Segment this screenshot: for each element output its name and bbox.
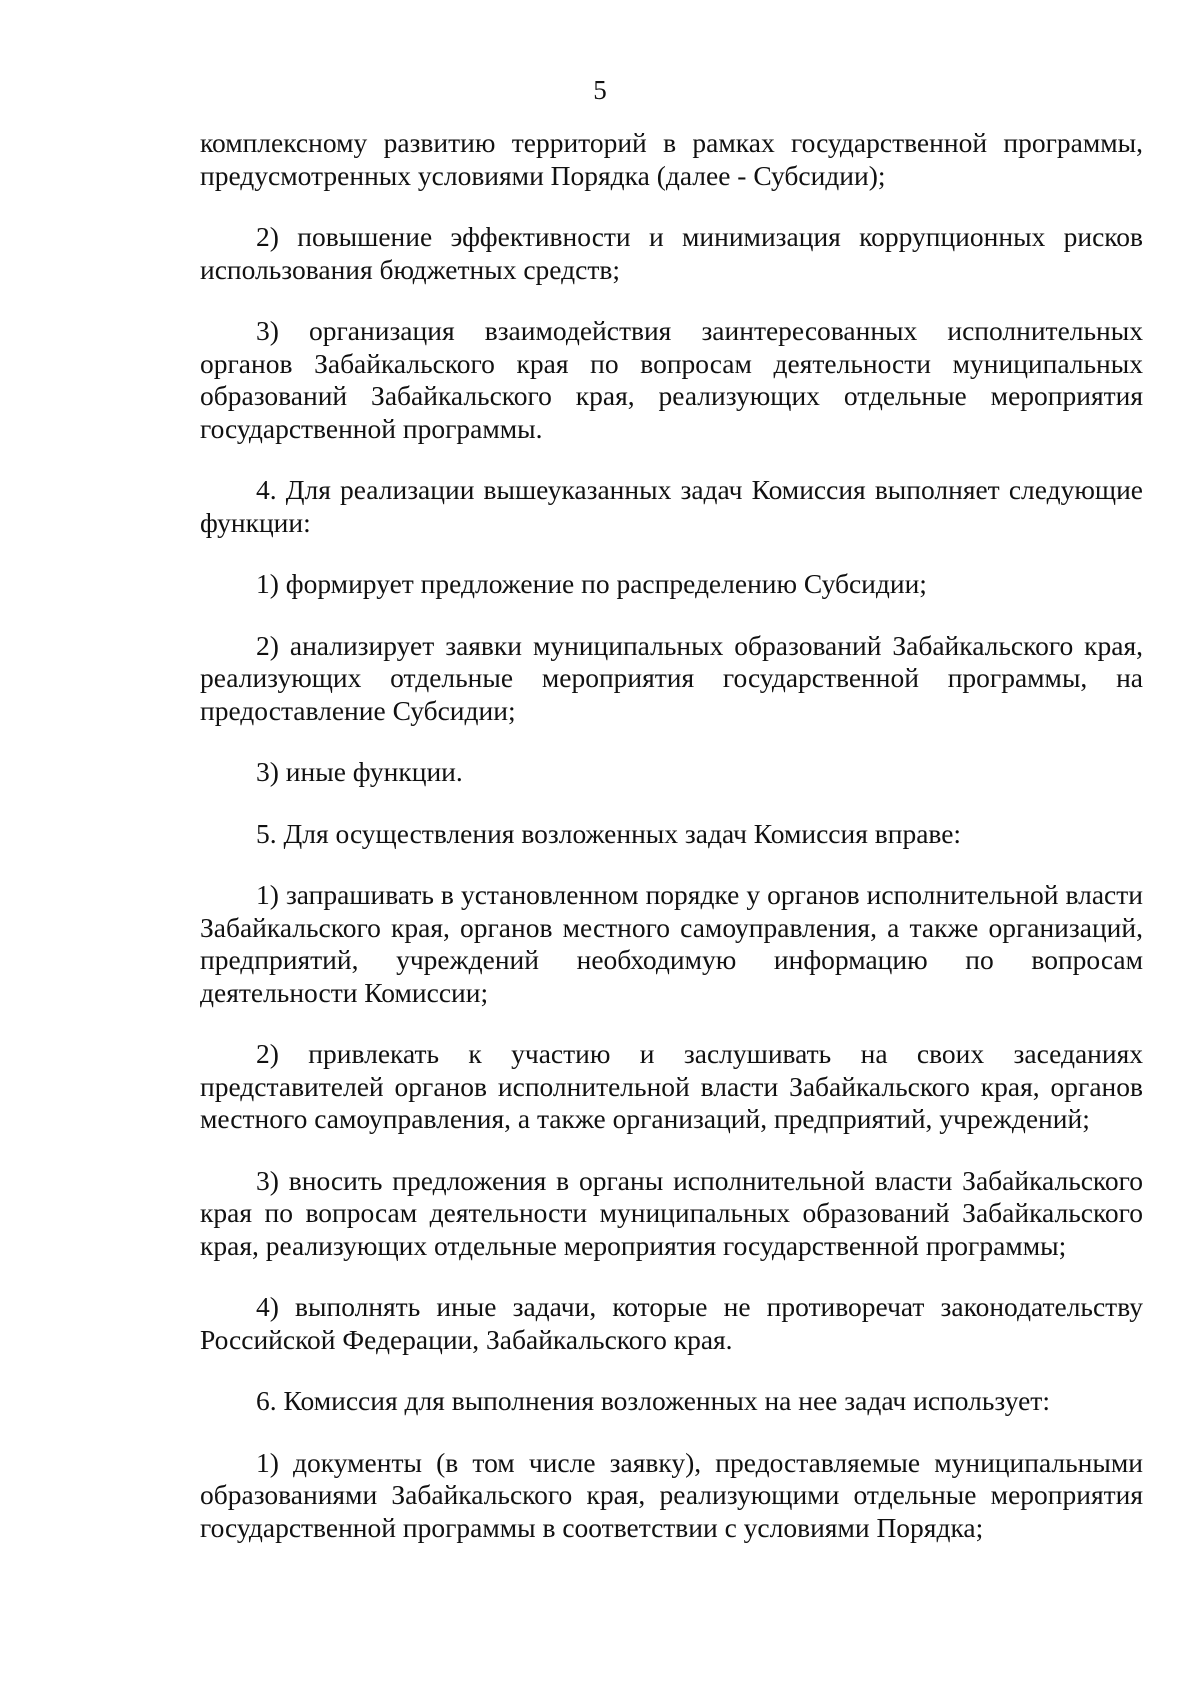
- paragraph-right-2: 2) привлекать к участию и заслушивать на своих заседаниях представителей органов исполнительной власти Забайкальского края, органов местного самоуправления, а также организаций, предприятий, учреждений;: [200, 1038, 1143, 1134]
- page-number: 5: [593, 75, 607, 105]
- paragraph-right-4: 4) выполнять иные задачи, которые не противоречат законодательству Российской Федерации, Забайкальского края.: [200, 1291, 1143, 1355]
- document-body: [200, 127, 1143, 1573]
- paragraph-item-3-interaction: 3) организация взаимодействия заинтересованных исполнительных органов Забайкальского края по вопросам деятельности муниципальных образований Забайкальского края, реализующих отдельные мероприятия государственной программы.: [200, 315, 1143, 444]
- paragraph-section-4-functions: 4. Для реализации вышеуказанных задач Комиссия выполняет следующие функции:: [200, 474, 1143, 538]
- paragraph-section-5-rights: 5. Для осуществления возложенных задач Комиссия вправе:: [256, 817, 962, 849]
- paragraph-continuation: комплексному развитию территорий в рамках государственной программы, предусмотренных условиями Порядка (далее - Субсидии);: [200, 127, 1143, 191]
- paragraph-section-6-uses: 6. Комиссия для выполнения возложенных на нее задач использует:: [256, 1385, 1050, 1416]
- paragraph-uses-1: 1) документы (в том числе заявку), предоставляемые муниципальными образованиями Забайкальского края, реализующими отдельные мероприятия государственной программы в соответствии с условиями Порядка;: [200, 1446, 1143, 1543]
- paragraph-right-3: 3) вносить предложения в органы исполнительной власти Забайкальского края по вопросам деятельности муниципальных образований Забайкальского края, реализующих отдельные мероприятия государственной программы;: [200, 1164, 1143, 1261]
- paragraph-function-3: 3) иные функции.: [256, 756, 463, 787]
- paragraph-function-1: 1) формирует предложение по распределению Субсидии;: [256, 568, 927, 599]
- paragraph-item-2-efficiency: 2) повышение эффективности и минимизация коррупционных рисков использования бюджетных средств;: [200, 221, 1143, 285]
- paragraph-function-2: 2) анализирует заявки муниципальных образований Забайкальского края, реализующих отдельные мероприятия государственной программы, на предоставление Субсидии;: [200, 629, 1143, 726]
- paragraph-right-1: 1) запрашивать в установленном порядке у органов исполнительной власти Забайкальского края, органов местного самоуправления, а также организаций, предприятий, учреждений необходимую информацию по вопросам деятельности Комиссии;: [200, 879, 1143, 1008]
